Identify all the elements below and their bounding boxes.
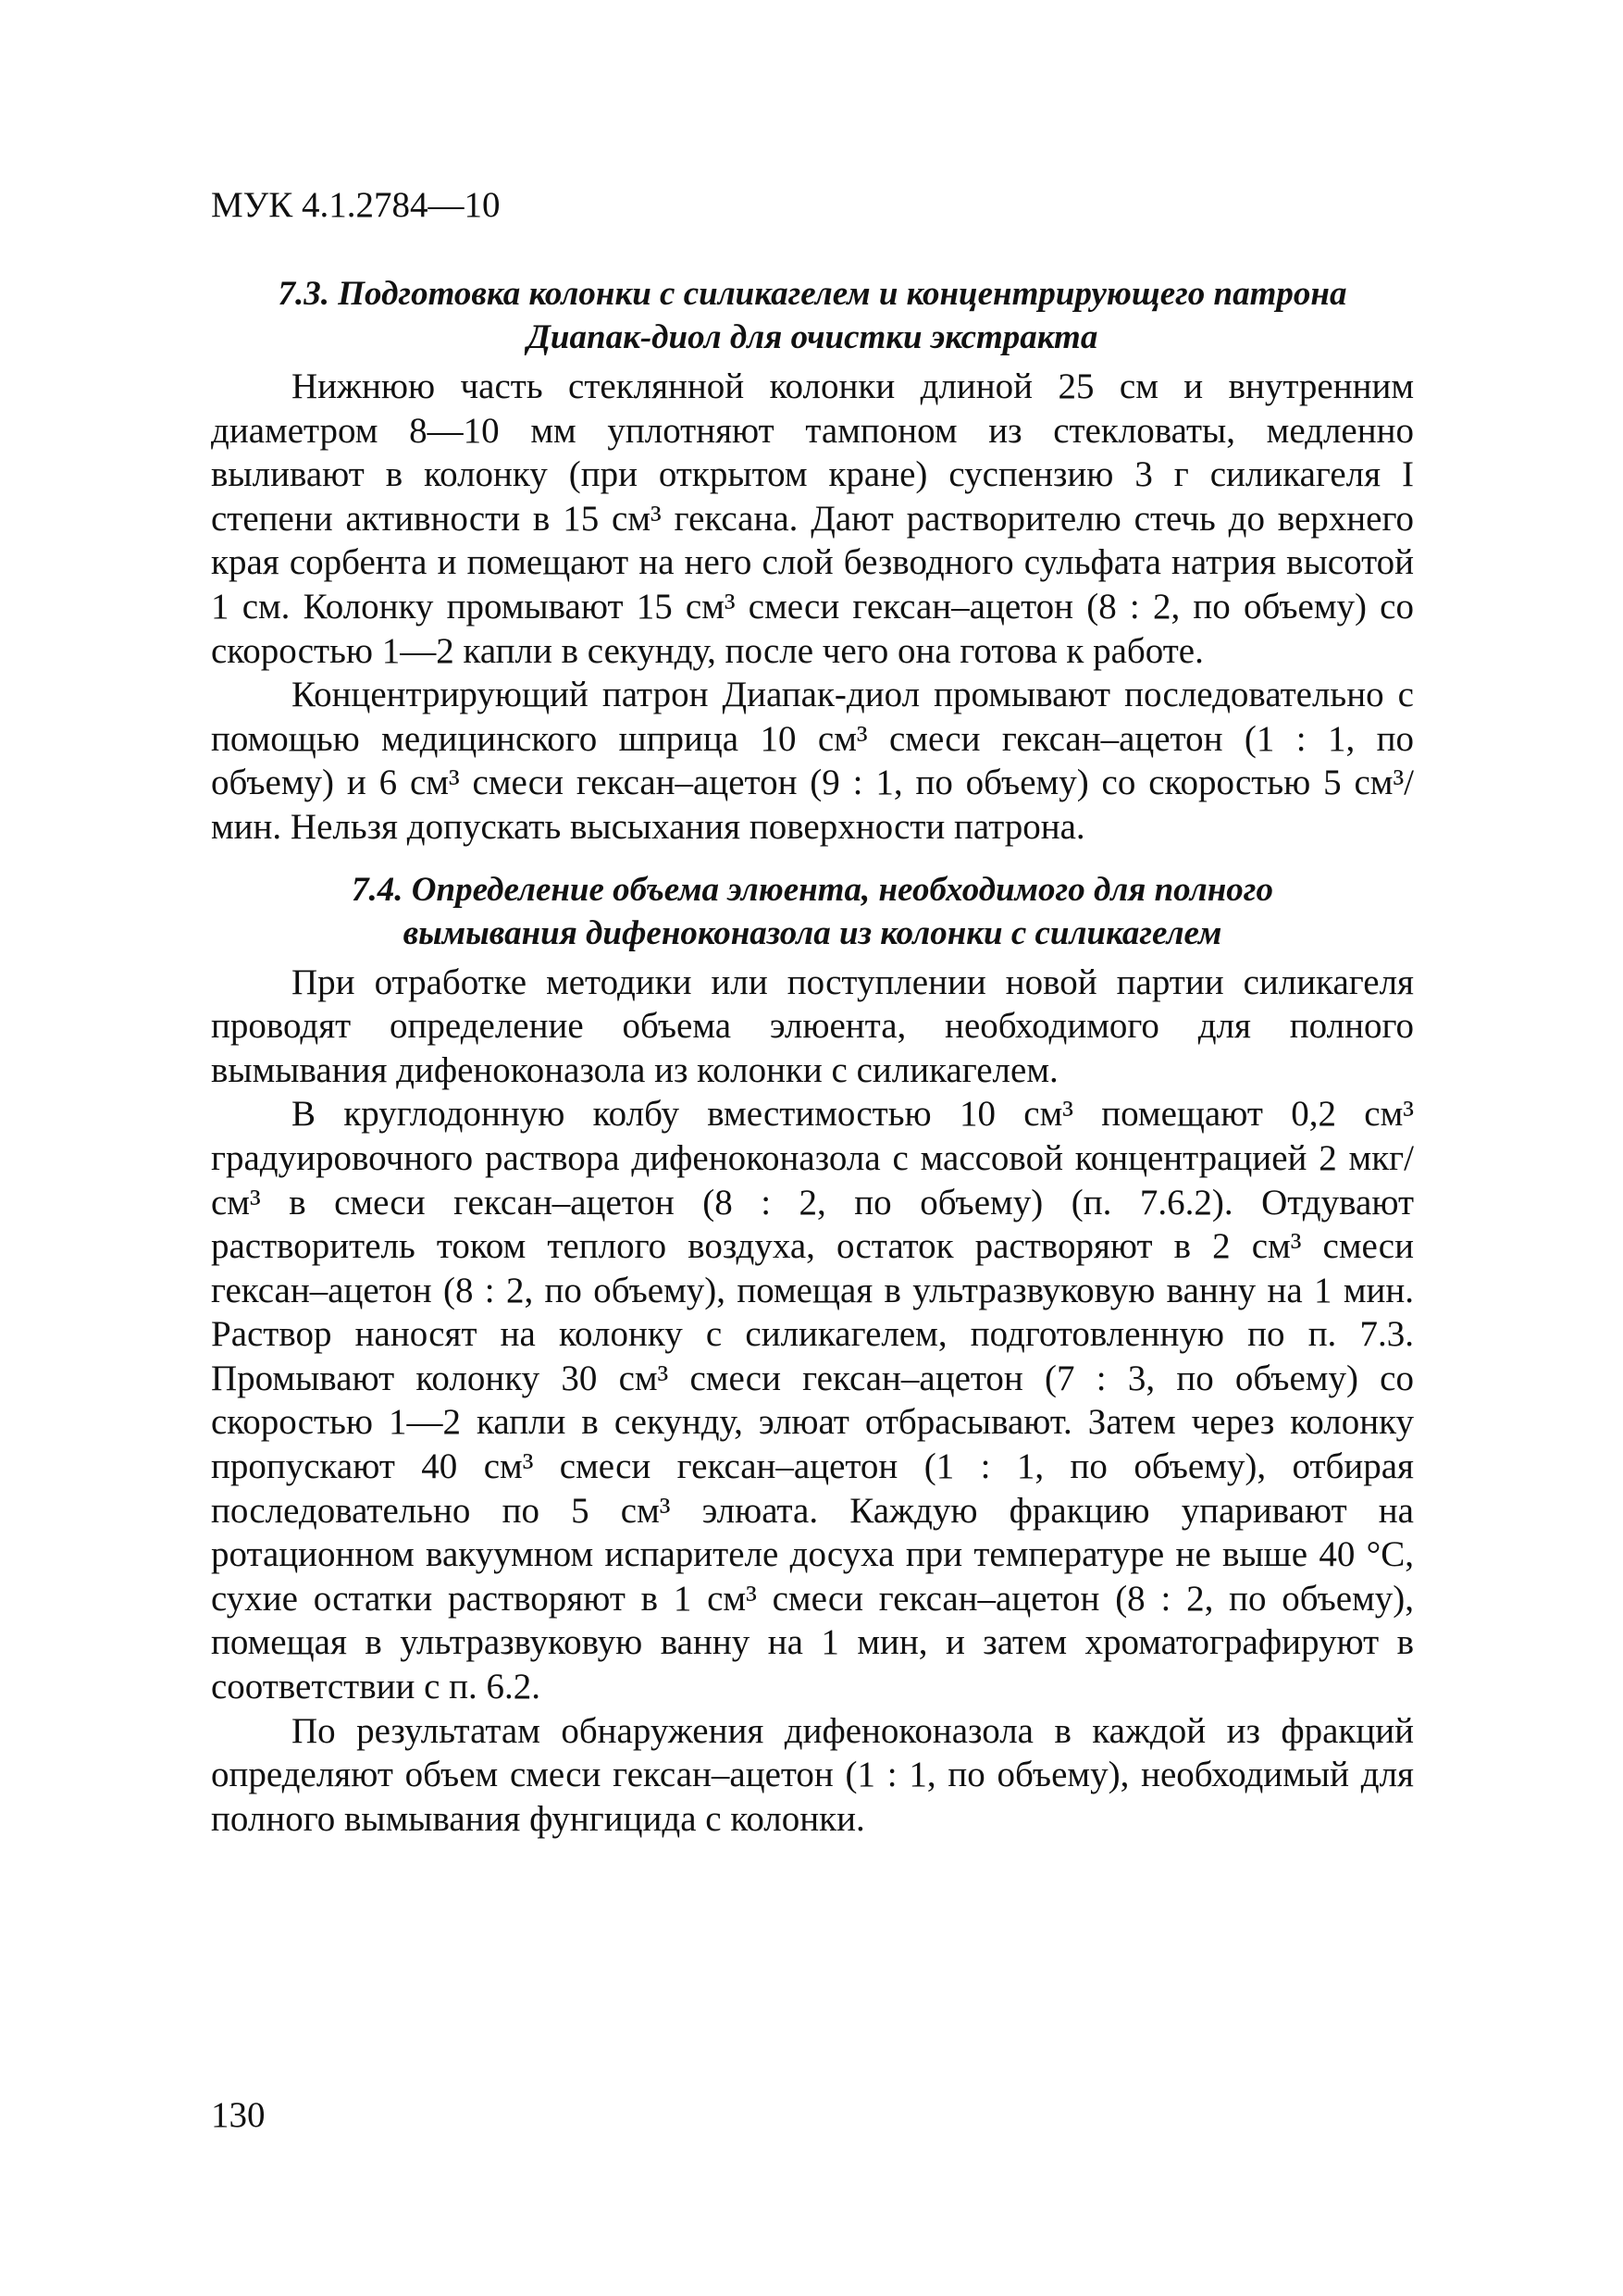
section-heading: 7.4. Определение объема элюента, необходимого для полного вымывания дифеноконазола из колонки с силикагелем bbox=[352, 870, 1273, 952]
running-header: МУК 4.1.2784—10 bbox=[211, 185, 501, 225]
page-number: 130 bbox=[211, 2095, 266, 2135]
paragraph: Нижнюю часть стеклянной колонки длиной 25 см и внутренним диаметром 8—10 мм уплотняют тампоном из стекловаты, медленно выливают в колонку (при открытом кране) суспензию 3 г силикагеля I степени активности в 15 см³ гексана. Дают растворителю стечь до верхнего края сорбента и помещают на него слой безводного сульфата натрия высотой 1 см. Колонку промывают 15 см³ смеси гексан–ацетон (8 : 2, по объему) со скоростью 1—2 капли в секунду, после чего она готова к работе. bbox=[211, 366, 1414, 671]
paragraph: При отработке методики или поступлении новой партии силикагеля проводят определение объема элюента, необходимого для полного вымывания дифеноконазола из колонки с силикагелем. bbox=[211, 962, 1414, 1090]
section-7-3 bbox=[211, 272, 1414, 850]
section-7-4 bbox=[211, 868, 1414, 1842]
paragraph: В круглодонную колбу вместимостью 10 см³ помещают 0,2 см³ градуировочного раствора дифеноконазола с массовой концентрацией 2 мкг/см³ в смеси гексан–ацетон (8 : 2, по объему) (п. 7.6.2). Отдувают растворитель током теплого воздуха, остаток растворяют в 2 см³ смеси гексан–ацетон (8 : 2, по объему), помещая в ультразвуковую ванну на 1 мин. Раствор наносят на колонку с силикагелем, подготовленную по п. 7.3. Промывают колонку 30 см³ смеси гексан–ацетон (7 : 3, по объему) со скоростью 1—2 капли в секунду, элюат отбрасывают. Затем через колонку пропускают 40 см³ смеси гексан–ацетон (1 : 1, по объему), отбирая последовательно по 5 см³ элюата. Каждую фракцию упаривают на ротационном вакуумном испарителе досуха при температуре не выше 40 °С, сухие остатки растворяют в 1 см³ смеси гексан–ацетон (8 : 2, по объему), помещая в ультразвуковую ванну на 1 мин, и затем хроматографируют в соответствии с п. 6.2. bbox=[211, 1094, 1414, 1707]
paragraph: По результатам обнаружения дифеноконазола в каждой из фракций определяют объем смеси гексан–ацетон (1 : 1, по объему), необходимый для полного вымывания фунгицида с колонки. bbox=[211, 1710, 1414, 1839]
page-body bbox=[211, 272, 1414, 1859]
section-heading: 7.3. Подготовка колонки с силикагелем и концентрирующего патрона Диапак-диол для очистки экстракта bbox=[278, 275, 1347, 356]
paragraph: Концентрирующий патрон Диапак-диол промывают последовательно с помощью медицинского шприца 10 см³ смеси гексан–ацетон (1 : 1, по объему) и 6 см³ смеси гексан–ацетон (9 : 1, по объему) со скоростью 5 см³/мин. Нельзя допускать высыхания поверхности патрона. bbox=[211, 675, 1414, 847]
